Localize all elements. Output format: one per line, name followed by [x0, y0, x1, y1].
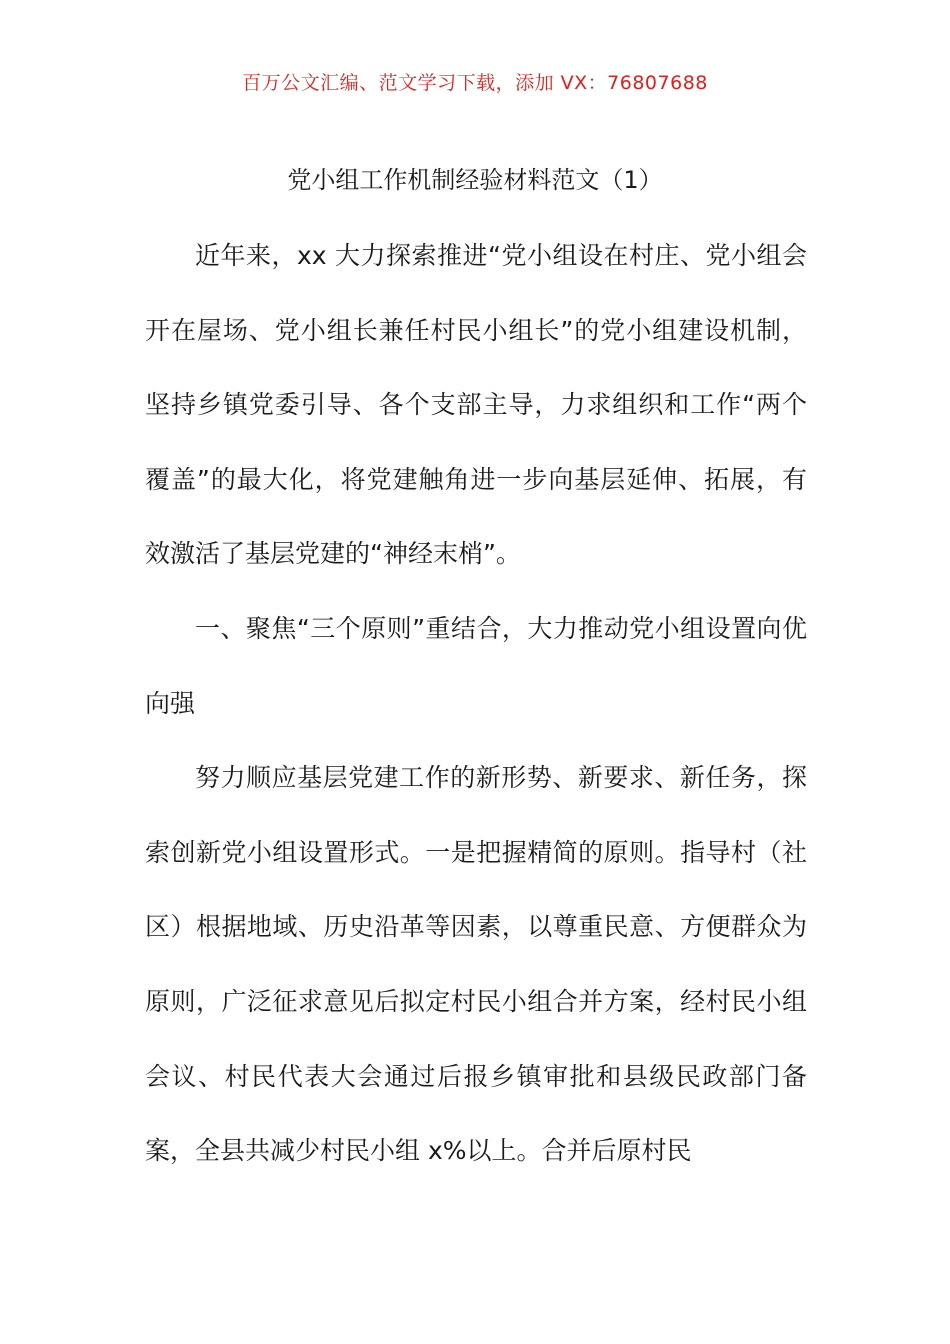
paragraph-section-1: 努力顺应基层党建工作的新形势、新要求、新任务，探索创新党小组设置形式。一是把握精简的原则。指导村（社区）根据地域、历史沿革等因素，以尊重民意、方便群众为原则，广泛征求意见后拟定村民小组合并方案，经村民小组会议、村民代表大会通过后报乡镇审批和县级民政部门备案，全县共减少村民小组 x%以上。合并后原村民 [145, 763, 807, 1166]
document-body [145, 219, 807, 1189]
document-title: 党小组工作机制经验材料范文（1） [287, 166, 663, 194]
section-heading-1: 一、聚焦“三个原则”重结合，大力推动党小组设置向优向强 [145, 613, 807, 718]
header-note: 百万公文汇编、范文学习下载，添加 VX：76807688 [242, 72, 708, 94]
paragraph-intro: 近年来，xx 大力探索推进“党小组设在村庄、党小组会开在屋场、党小组长兼任村民小组长”的党小组建设机制，坚持乡镇党委引导、各个支部主导，力求组织和工作“两个覆盖”的最大化，将党建触角进一步向基层延伸、拓展，有效激活了基层党建的“神经末梢”。 [145, 241, 807, 569]
